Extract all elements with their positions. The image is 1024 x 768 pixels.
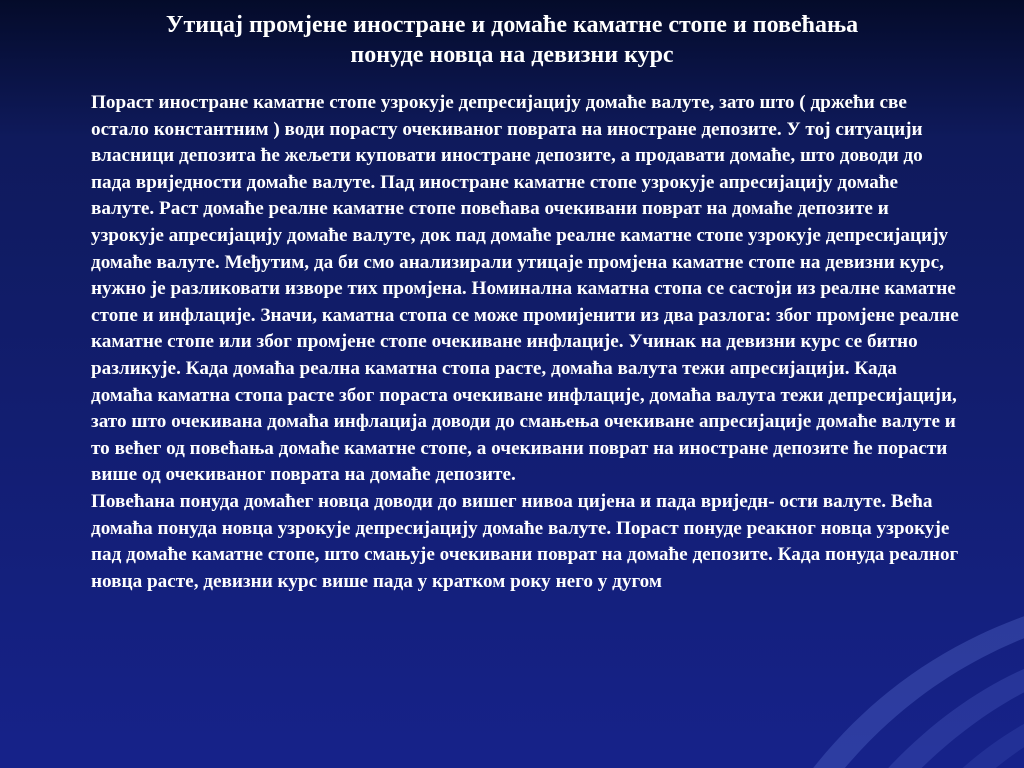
body-paragraph-money-supply: Повећана понуда домаћег новца доводи до вишег нивоа цијена и пада вриједн- ости валуте. Већа домаћа понуда новца узрокује депресијацију домаће валуте. Пораст понуде реакног новца узрокује пад домаће каматне стопе, што смањује очекивани поврат на домаће депозите. Када понуда реалног новца расте, девизни курс више пада у кратком року него у дугом [91, 490, 959, 592]
slide-body [91, 90, 961, 595]
slide-title-line2: понуде новца на девизни курс [350, 42, 674, 68]
body-paragraph-interest-rates: Пораст иностране каматне стопе узрокује депресијацију домаће валуте, зато што ( држећи све остало константним ) води порасту очекиваног поврата на иностране депозите. У тој ситуацији власници депозита ће жељети куповати иностране депозите, а продавати домаће, што доводи до пада вриједности домаће валуте. Пад иностране каматне стопе узрокује апресијацију домаће валуте. Раст домаће реалне каматне стопе повећава очекивани поврат на домаће депозите и узрокује апресијацију домаће валуте, док пад домаће реалне каматне стопе узрокује депресијацију домаће валуте. Међутим, да би смо анализирали утицаје промјена каматне стопе на девизни курс, нужно је разликовати изворе тих промјена. Номинална каматна стопа се састоји из реалне каматне стопе и инфлације. Значи, каматна стопа се може промијенити из два разлога: због промјене реалне каматне стопе или због промјене стопе очекиване инфлације. Учинак на девизни курс се битно разликује. Када домаћа реална каматна стопа расте, домаћа валута тежи апресијацији. Када домаћа каматна стопа расте због пораста очекиване инфлације, домаћа валута тежи депресијацији, зато што очекивана домаћа инфлација доводи до смањења очекиване апресијације домаће валуте и то већег од повећања домаће каматне стопе, а очекивани поврат на иностране депозите ће порасти више од очекиваног поврата на домаће депозите. [91, 92, 959, 486]
slide-title-line1: Утицај промјене иностране и домаће каматне стопе и повећања [165, 12, 859, 38]
slide-title [60, 10, 964, 70]
